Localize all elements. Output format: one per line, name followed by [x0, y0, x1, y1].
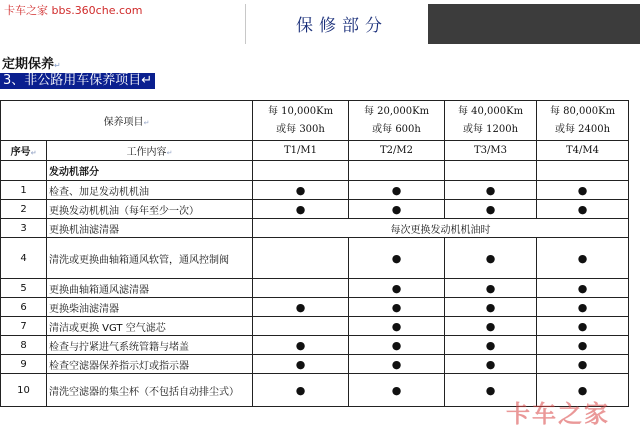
header-content: 工作内容↵ [47, 141, 253, 161]
header-row-intervals [1, 101, 629, 141]
row-item: 发动机部分 [47, 161, 253, 181]
row-mark-3: ● [445, 336, 537, 355]
row-mark-1 [253, 279, 349, 298]
row-item: 清洗空滤器的集尘杯（不包括自动排尘式） [47, 374, 253, 407]
row-mark-3: ● [445, 200, 537, 219]
table-row [1, 298, 629, 317]
row-number: 6 [1, 298, 47, 317]
row-mark-2: ● [349, 355, 445, 374]
row-number: 7 [1, 317, 47, 336]
header-code-3: T3/M3 [445, 141, 537, 161]
row-item: 检查与拧紧进气系统管籍与堵盖 [47, 336, 253, 355]
row-number [1, 161, 47, 181]
row-mark-2: ● [349, 238, 445, 279]
row-mark-2: ● [349, 181, 445, 200]
section-title: 定期保养↵ [2, 57, 61, 72]
row-mark-4: ● [537, 298, 629, 317]
maintenance-table [0, 100, 629, 407]
row-mark-3: ● [445, 374, 537, 407]
row-item: 清洁或更换 VGT 空气滤芯 [47, 317, 253, 336]
header-interval-4: 每 80,000Km 或每 2400h [537, 101, 629, 141]
watermark-logo: 卡车之家 [506, 400, 610, 428]
row-item: 更换机油滤清器 [47, 219, 253, 238]
row-item: 更换曲轴箱通风滤清器 [47, 279, 253, 298]
row-mark-1: ● [253, 181, 349, 200]
row-mark-3: ● [445, 317, 537, 336]
row-item: 清洗或更换曲轴箱通风软管，通风控制阀 [47, 238, 253, 279]
header-row-codes [1, 141, 629, 161]
table-row [1, 181, 629, 200]
table-row [1, 336, 629, 355]
row-number: 8 [1, 336, 47, 355]
row-item: 检查、加足发动机机油 [47, 181, 253, 200]
row-mark-4: ● [537, 279, 629, 298]
header-interval-2: 每 20,000Km 或每 600h [349, 101, 445, 141]
row-mark-4 [537, 161, 629, 181]
row-mark-1 [253, 317, 349, 336]
row-item: 更换柴油滤清器 [47, 298, 253, 317]
table-row [1, 200, 629, 219]
table-row [1, 238, 629, 279]
table-row [1, 355, 629, 374]
row-mark-4: ● [537, 181, 629, 200]
header-interval-3: 每 40,000Km 或每 1200h [445, 101, 537, 141]
header-item-label: 保养项目↵ [1, 101, 253, 141]
row-mark-3: ● [445, 181, 537, 200]
row-mark-1: ● [253, 298, 349, 317]
row-mark-4: ● [537, 336, 629, 355]
table-row [1, 317, 629, 336]
row-mark-4: ● [537, 238, 629, 279]
row-mark-1 [253, 238, 349, 279]
table-row [1, 219, 629, 238]
row-number: 3 [1, 219, 47, 238]
row-mark-2: ● [349, 336, 445, 355]
row-number: 10 [1, 374, 47, 407]
row-mark-3 [445, 161, 537, 181]
row-span-note: 每次更换发动机机油时 [253, 219, 629, 238]
row-mark-2: ● [349, 298, 445, 317]
table-row [1, 161, 629, 181]
row-mark-1: ● [253, 355, 349, 374]
row-number: 4 [1, 238, 47, 279]
header-no: 序号↵ [1, 141, 47, 161]
row-mark-1: ● [253, 374, 349, 407]
row-mark-2: ● [349, 279, 445, 298]
banner-title: 保修部分 [296, 16, 388, 36]
row-number: 1 [1, 181, 47, 200]
row-mark-3: ● [445, 355, 537, 374]
banner-dark-block [428, 4, 640, 44]
row-mark-4: ● [537, 355, 629, 374]
row-mark-2: ● [349, 374, 445, 407]
row-item: 更换发动机机油（每年至少一次） [47, 200, 253, 219]
row-mark-4: ● [537, 200, 629, 219]
row-mark-1: ● [253, 200, 349, 219]
header-code-2: T2/M2 [349, 141, 445, 161]
watermark-site: 卡车之家 bbs.360che.com [4, 4, 143, 17]
row-number: 5 [1, 279, 47, 298]
sub-title: 3、非公路用车保养项目↵ [0, 73, 155, 89]
header-interval-1: 每 10,000Km 或每 300h [253, 101, 349, 141]
row-mark-2: ● [349, 317, 445, 336]
row-mark-2: ● [349, 200, 445, 219]
row-mark-4: ● [537, 317, 629, 336]
header-code-1: T1/M1 [253, 141, 349, 161]
row-mark-3: ● [445, 279, 537, 298]
row-mark-2 [349, 161, 445, 181]
row-number: 9 [1, 355, 47, 374]
row-mark-1 [253, 161, 349, 181]
row-mark-4: ● [537, 374, 629, 407]
row-mark-1: ● [253, 336, 349, 355]
header-code-4: T4/M4 [537, 141, 629, 161]
table-row [1, 279, 629, 298]
row-mark-3: ● [445, 238, 537, 279]
row-item: 检查空滤器保养指示灯或指示器 [47, 355, 253, 374]
row-mark-3: ● [445, 298, 537, 317]
row-number: 2 [1, 200, 47, 219]
